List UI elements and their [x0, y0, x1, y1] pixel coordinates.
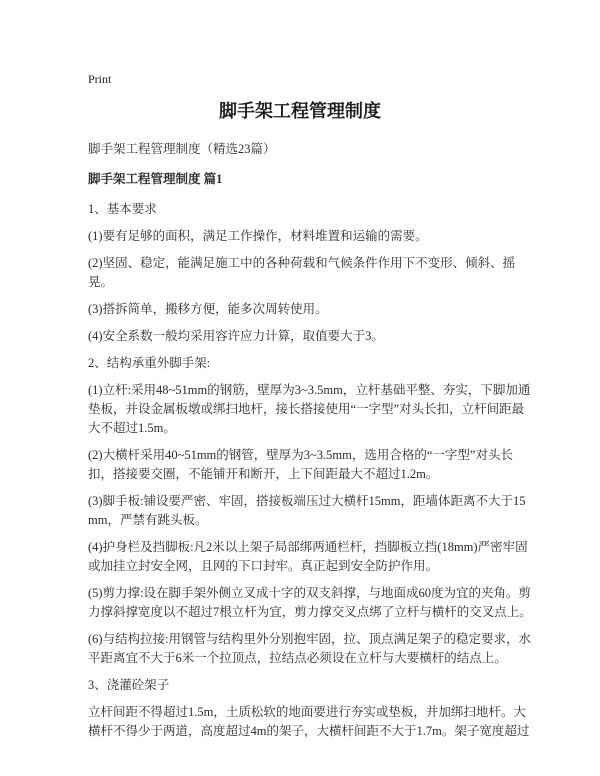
paragraph: (2)坚固、稳定，能满足施工中的各种荷载和气候条件作用下不变形、倾斜、摇晃。 — [88, 256, 516, 289]
paragraph: (4)护身栏及挡脚板:凡2米以上架子局部绑两通栏杆，挡脚板立挡(18mm)严密牢固或加挂立封安全网，且网的下口封牢。真正起到安全防护作用。 — [88, 540, 528, 573]
paragraph: (3)脚手板:铺设要严密、牢固，搭接板端压过大横杆15mm，距墙体距离不大于15mm，严禁有跳头板。 — [88, 494, 526, 527]
paragraph-basic-requirements-heading: 1、基本要求 — [88, 202, 157, 216]
section-heading: 脚手架工程管理制度 篇1 — [88, 172, 223, 186]
document-subtitle: 脚手架工程管理制度（精选23篇） — [88, 142, 276, 156]
page-title: 脚手架工程管理制度 — [219, 101, 381, 121]
paragraph: (5)剪力撑:设在脚手架外侧立叉成十字的双支斜撑，与地面成60度为宜的夹角。剪力撑斜撑宽度以不超过7根立杆为宜，剪力撑交叉点绑了立杆与横杆的交叉点上。 — [88, 586, 532, 619]
paragraph-concrete-scaffold-heading: 3、浇灌砼架子 — [88, 678, 170, 692]
paragraph: 立杆间距不得超过1.5m，土质松软的地面要进行夯实或垫板，并加绑扫地杆。大横杆不得少于两道，高度超过4m的架子，大横杆间距不大于1.7m。架子宽度超过 — [88, 705, 530, 738]
paragraph: (1)立杆:采用48~51mm的钢筋，壁厚为3~3.5mm，立杆基础平整、夯实，下脚加通垫板，并设金属板墩或绑扫地杆，接长搭接使用“一字型”对头长扣，立杆间距最大不超过1.5m。 — [88, 383, 531, 435]
paragraph: (6)与结构拉接:用钢管与结构里外分别抱牢固，拉、顶点满足架子的稳定要求，水平距离宜不大于6米一个拉顶点，拉结点必须设在立杆与大要横杆的结点上。 — [88, 632, 532, 665]
paragraph: (3)搭拆简单，搬移方便，能多次周转使用。 — [88, 302, 328, 316]
print-link[interactable]: Print — [88, 72, 112, 86]
paragraph: (1)要有足够的面积，满足工作操作，材料堆置和运输的需要。 — [88, 229, 428, 243]
paragraph-structural-scaffold-heading: 2、结构承重外脚手架: — [88, 356, 211, 370]
paragraph: (4)安全系数一般均采用容许应力计算，取值要大于3。 — [88, 329, 384, 343]
paragraph: (2)大横杆采用40~51mm的钢管，壁厚为3~3.5mm，选用合格的“一字型”对头长扣，搭接要交圈，不能铺开和断开，上下间距最大不超过1.2m。 — [88, 448, 513, 481]
